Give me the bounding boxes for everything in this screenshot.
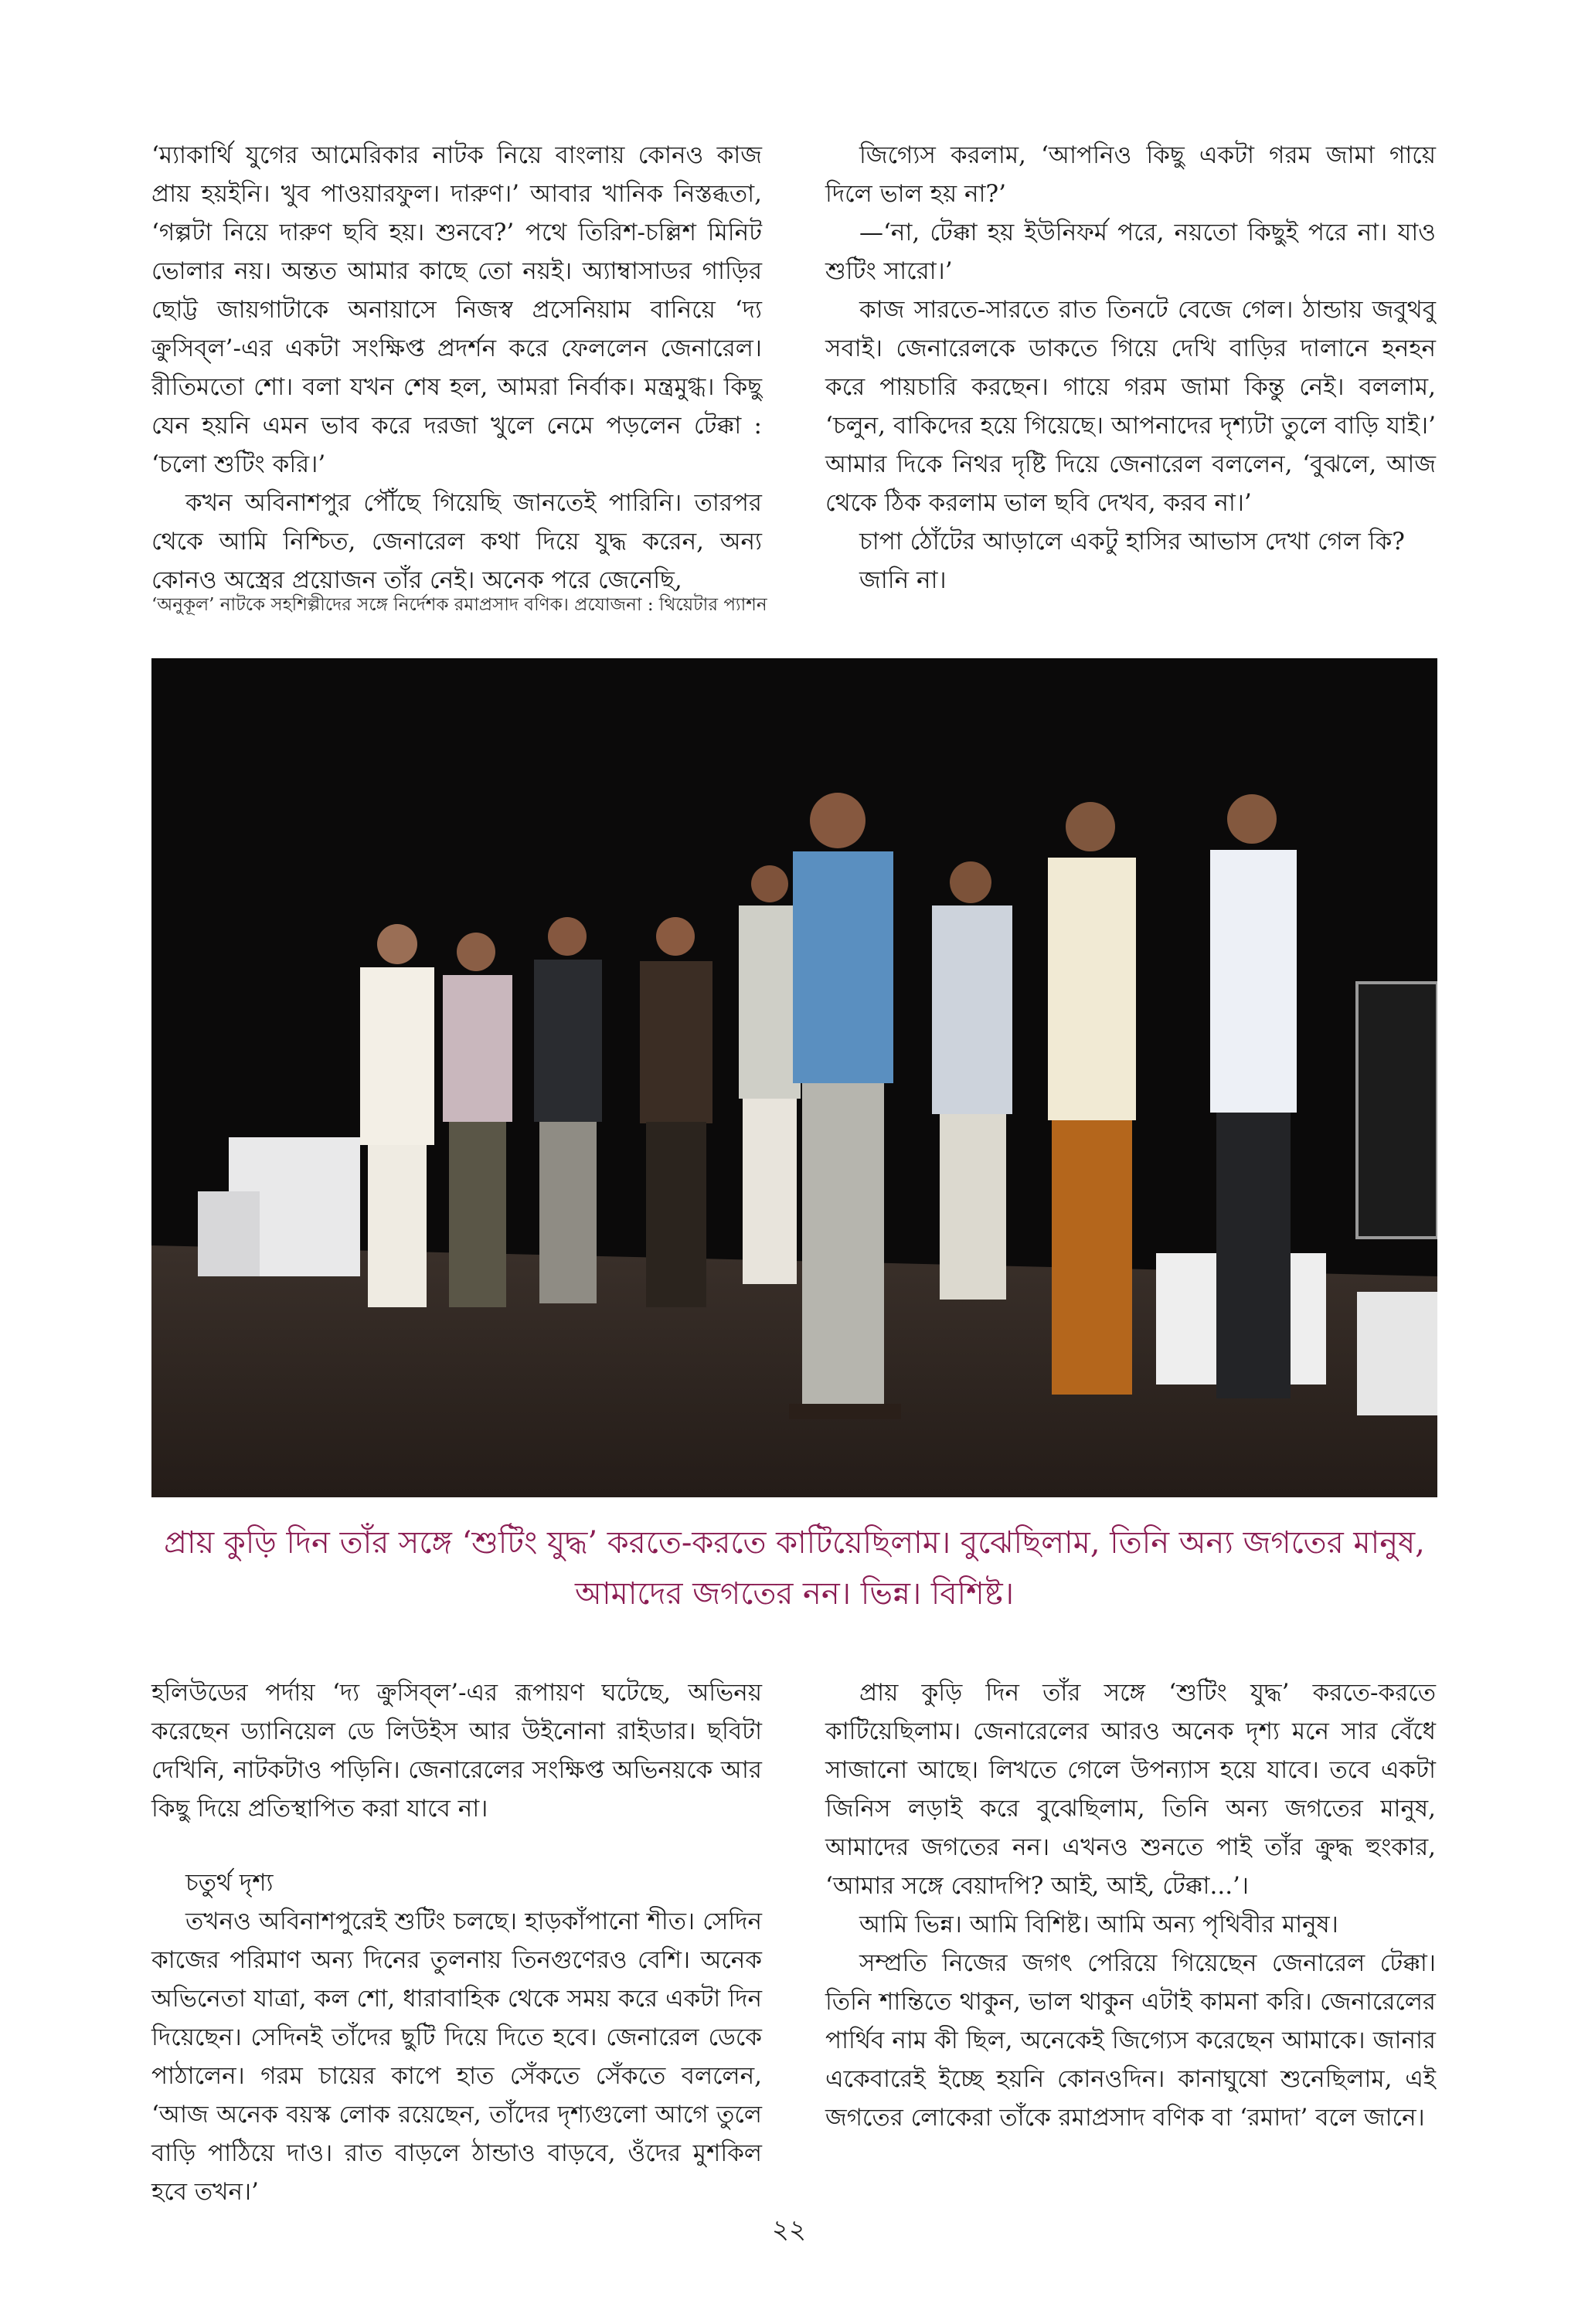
actor-figure [739,865,801,1284]
paragraph: কাজ সারতে-সারতে রাত তিনটে বেজে গেল। ঠান্ডায় জবুথবু সবাই। জেনারেলকে ডাকতে গিয়ে দেখি বাড়ির দালানে হনহন করে পায়চারি করছেন। গায়ে গরম জামা কিন্তু নেই। বললাম, ‘চলুন, বাকিদের হয়ে গিয়েছে। আপনাদের দৃশ্যটা তুলে বাড়ি যাই।’ আমার দিকে নিথর দৃষ্টি দিয়ে জেনারেল বললেন, ‘বুঝলে, আজ থেকে ঠিক করলাম ভাল ছবি দেখব, করব না।’ [825,296,1436,517]
paragraph: —‘না, টেক্কা হয় ইউনিফর্ম পরে, নয়তো কিছুই পরে না। যাও শুটিং সারো।’ [825,219,1436,285]
paragraph: চাপা ঠোঁটের আড়ালে একটু হাসির আভাস দেখা গেল কি? [859,528,1405,556]
top-left-column [151,136,762,600]
actor-figure [360,924,434,1307]
top-right-column [825,136,1436,600]
paragraph: সম্প্রতি নিজের জগৎ পেরিয়ে গিয়েছেন জেনারেল টেক্কা। তিনি শান্তিতে থাকুন, ভাল থাকুন এটাই কামনা করি। জেনারেলের পার্থিব নাম কী ছিল, অনেকেই জিগ্যেস করেছেন আমাকে। জানার একেবারেই ইচ্ছে হয়নি কোনওদিন। কানাঘুষো শুনেছিলাম, এই জগতের লোকেরা তাঁকে রমাপ্রসাদ বণিক বা ‘রমাদা’ বলে জানে। [825,1949,1436,2132]
paragraph: জিগ্যেস করলাম, ‘আপনিও কিছু একটা গরম জামা গায়ে দিলে ভাল হয় না?’ [825,141,1436,208]
section-heading: চতুর্থ দৃশ্য [185,1869,274,1897]
paragraph: ‘ম্যাকার্থি যুগের আমেরিকার নাটক নিয়ে বাংলায় কোনও কাজ প্রায় হয়ইনি। খুব পাওয়ারফুল। দারুণ।’ আবার খানিক নিস্তব্ধতা, ‘গল্পটা নিয়ে দারুণ ছবি হয়। শুনবে?’ পথে তিরিশ-চল্লিশ মিনিট ভোলার নয়। অন্তত আমার কাছে তো নয়ই। অ্যাম্বাসাডর গাড়ির ছোট্ট জায়গাটাকে অনায়াসে নিজস্ব প্রসেনিয়াম বানিয়ে ‘দ্য ক্রুসিব্‌ল’-এর একটা সংক্ষিপ্ত প্রদর্শন করে ফেললেন জেনারেল। রীতিমতো শো। বলা যখন শেষ হল, আমরা নির্বাক। মন্ত্রমুগ্ধ। কিছু যেন হয়নি এমন ভাব করে দরজা খুলে নেমে পড়লেন টেক্কা : ‘চলো শুটিং করি।’ [151,141,762,478]
actor-figure [1048,802,1136,1395]
photo-caption: ‘অনুকূল’ নাটকে সহশিল্পীদের সঙ্গে নির্দেশক রমাপ্রসাদ বণিক। প্রযোজনা : থিয়েটার প্যাশন [151,595,767,615]
paragraph: জানি না। [859,566,947,594]
paragraph: হলিউডের পর্দায় ‘দ্য ক্রুসিব্‌ল’-এর রূপায়ণ ঘটেছে, অভিনয় করেছেন ড্যানিয়েল ডে লিউইস আর উইনোনা রাইডার। ছবিটা দেখিনি, নাটকটাও পড়িনি। জেনারেলের সংক্ষিপ্ত অভিনয়কে আর কিছু দিয়ে প্রতিস্থাপিত করা যাবে না। [151,1679,762,1823]
actor-figure [443,933,512,1307]
paragraph: প্রায় কুড়ি দিন তাঁর সঙ্গে ‘শুটিং যুদ্ধ’ করতে-করতে কাটিয়েছিলাম। জেনারেলের আরও অনেক দৃশ্য মনে সার বেঁধে সাজানো আছে। লিখতে গেলে উপন্যাস হয়ে যাবে। তবে একটা জিনিস লড়াই করে বুঝেছিলাম, তিনি অন্য জগতের মানুষ, আমাদের জগতের নন। এখনও শুনতে পাই তাঁর ক্রুদ্ধ হুংকার, ‘আমার সঙ্গে বেয়াদপি? আই, আই, টেক্কা...’। [825,1679,1436,1900]
stage-photo [151,658,1437,1497]
bottom-right-column [825,1673,1436,2137]
paragraph: তখনও অবিনাশপুরেই শুটিং চলছে। হাড়কাঁপানো শীত। সেদিন কাজের পরিমাণ অন্য দিনের তুলনায় তিনগুণেরও বেশি। অনেক অভিনেতা যাত্রা, কল শো, ধারাবাহিক থেকে সময় করে একটা দিন দিয়েছেন। সেদিনই তাঁদের ছুটি দিয়ে দিতে হবে। জেনারেল ডেকে পাঠালেন। গরম চায়ের কাপে হাত সেঁকতে সেঁকতে বললেন, ‘আজ অনেক বয়স্ক লোক রয়েছেন, তাঁদের দৃশ্যগুলো আগে তুলে বাড়ি পাঠিয়ে দাও। রাত বাড়লে ঠান্ডাও বাড়বে, ওঁদের মুশকিল হবে তখন।’ [151,1908,762,2206]
actor-figure [640,917,712,1307]
actor-figure [932,861,1012,1300]
page-number: ২২ [771,2214,807,2245]
bottom-left-column [151,1673,762,2211]
actor-figure [534,917,602,1303]
paragraph: আমি ভিন্ন। আমি বিশিষ্ট। আমি অন্য পৃথিবীর মানুষ। [859,1911,1338,1938]
paragraph: কখন অবিনাশপুর পৌঁছে গিয়েছি জানতেই পারিনি। তারপর থেকে আমি নিশ্চিত, জেনারেল কথা দিয়ে যুদ্ধ করেন, অন্য কোনও অস্ত্রের প্রয়োজন তাঁর নেই। অনেক পরে জেনেছি, [151,489,762,594]
stage-photo-illustration [151,658,1437,1497]
actor-figure [1210,794,1297,1398]
pull-quote: প্রায় কুড়ি দিন তাঁর সঙ্গে ‘শুটিং যুদ্ধ’ করতে-করতে কাটিয়েছিলাম। বুঝেছিলাম, তিনি অন্য জগতের মানুষ, আমাদের জগতের নন। ভিন্ন। বিশিষ্ট। [164,1525,1425,1612]
